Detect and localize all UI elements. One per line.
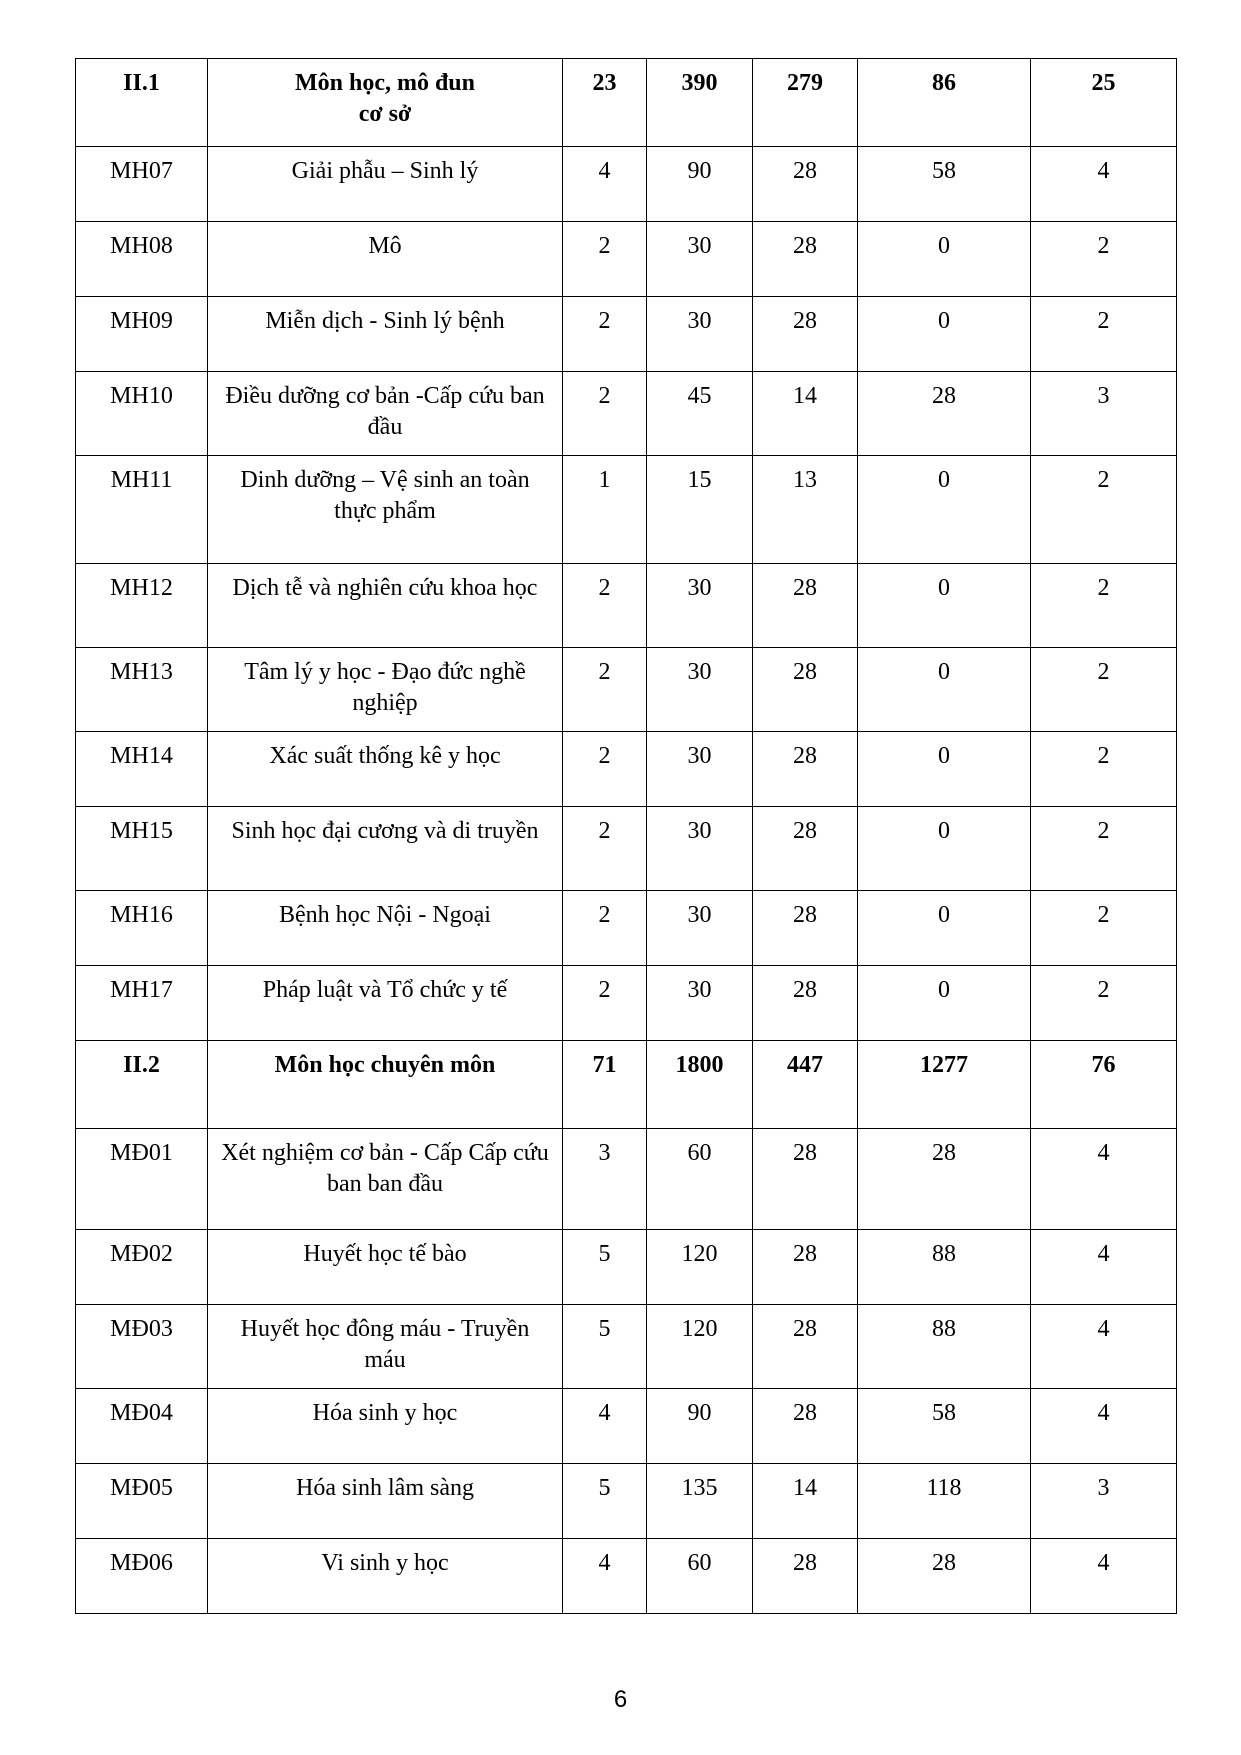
table-row: [76, 1305, 1177, 1389]
credits-cell: 2: [563, 297, 647, 372]
credits-cell: 5: [563, 1305, 647, 1389]
exam-hours-cell: 2: [1031, 222, 1177, 297]
exam-hours-cell: 2: [1031, 732, 1177, 807]
theory-hours-cell: 447: [753, 1041, 858, 1129]
subject-name-cell: Môn học, mô đun cơ sở: [208, 59, 563, 147]
table-row: [76, 1389, 1177, 1464]
theory-hours-cell: 28: [753, 807, 858, 891]
theory-hours-cell: 28: [753, 732, 858, 807]
subject-name-cell: Tâm lý y học - Đạo đức nghề nghiệp: [208, 648, 563, 732]
table-row: [76, 297, 1177, 372]
practice-hours-cell: 28: [858, 1129, 1031, 1230]
practice-hours-cell: 58: [858, 1389, 1031, 1464]
theory-hours-cell: 14: [753, 1464, 858, 1539]
code-cell: MH14: [76, 732, 208, 807]
total-hours-cell: 30: [647, 222, 753, 297]
practice-hours-cell: 0: [858, 456, 1031, 564]
credits-cell: 2: [563, 648, 647, 732]
subject-name-cell: Xét nghiệm cơ bản - Cấp Cấp cứu ban ban đầu: [208, 1129, 563, 1230]
subject-name-cell: Huyết học tế bào: [208, 1230, 563, 1305]
table-row: [76, 1129, 1177, 1230]
credits-cell: 2: [563, 732, 647, 807]
credits-cell: 5: [563, 1464, 647, 1539]
exam-hours-cell: 2: [1031, 966, 1177, 1041]
theory-hours-cell: 279: [753, 59, 858, 147]
credits-cell: 4: [563, 1539, 647, 1614]
table-row: [76, 891, 1177, 966]
credits-cell: 3: [563, 1129, 647, 1230]
exam-hours-cell: 2: [1031, 564, 1177, 648]
table-row: [76, 1464, 1177, 1539]
code-cell: MH08: [76, 222, 208, 297]
code-cell: II.1: [76, 59, 208, 147]
theory-hours-cell: 28: [753, 297, 858, 372]
code-cell: MĐ05: [76, 1464, 208, 1539]
subject-name-cell: Miễn dịch - Sinh lý bệnh: [208, 297, 563, 372]
code-cell: II.2: [76, 1041, 208, 1129]
table-body: [76, 59, 1177, 1614]
total-hours-cell: 60: [647, 1539, 753, 1614]
total-hours-cell: 90: [647, 147, 753, 222]
code-cell: MH09: [76, 297, 208, 372]
total-hours-cell: 30: [647, 648, 753, 732]
practice-hours-cell: 58: [858, 147, 1031, 222]
subject-name-cell: Bệnh học Nội - Ngoại: [208, 891, 563, 966]
section-row: [76, 1041, 1177, 1129]
table-row: [76, 966, 1177, 1041]
practice-hours-cell: 0: [858, 648, 1031, 732]
exam-hours-cell: 76: [1031, 1041, 1177, 1129]
code-cell: MĐ04: [76, 1389, 208, 1464]
credits-cell: 4: [563, 147, 647, 222]
credits-cell: 2: [563, 222, 647, 297]
practice-hours-cell: 0: [858, 966, 1031, 1041]
exam-hours-cell: 3: [1031, 1464, 1177, 1539]
credits-cell: 2: [563, 966, 647, 1041]
credits-cell: 23: [563, 59, 647, 147]
theory-hours-cell: 28: [753, 147, 858, 222]
table-row: [76, 1539, 1177, 1614]
exam-hours-cell: 25: [1031, 59, 1177, 147]
credits-cell: 71: [563, 1041, 647, 1129]
credits-cell: 2: [563, 891, 647, 966]
total-hours-cell: 120: [647, 1305, 753, 1389]
total-hours-cell: 30: [647, 966, 753, 1041]
table-row: [76, 456, 1177, 564]
theory-hours-cell: 13: [753, 456, 858, 564]
subject-name-cell: Mô: [208, 222, 563, 297]
theory-hours-cell: 28: [753, 1305, 858, 1389]
code-cell: MH13: [76, 648, 208, 732]
theory-hours-cell: 28: [753, 891, 858, 966]
total-hours-cell: 90: [647, 1389, 753, 1464]
table-row: [76, 222, 1177, 297]
subject-name-cell: Dịch tễ và nghiên cứu khoa học: [208, 564, 563, 648]
total-hours-cell: 30: [647, 807, 753, 891]
exam-hours-cell: 2: [1031, 456, 1177, 564]
subject-name-cell: Sinh học đại cương và di truyền: [208, 807, 563, 891]
theory-hours-cell: 28: [753, 1539, 858, 1614]
practice-hours-cell: 28: [858, 1539, 1031, 1614]
page-number: 6: [613, 1686, 628, 1713]
practice-hours-cell: 0: [858, 807, 1031, 891]
code-cell: MĐ06: [76, 1539, 208, 1614]
exam-hours-cell: 2: [1031, 648, 1177, 732]
practice-hours-cell: 0: [858, 564, 1031, 648]
code-cell: MĐ02: [76, 1230, 208, 1305]
subject-name-cell: Pháp luật và Tổ chức y tế: [208, 966, 563, 1041]
theory-hours-cell: 28: [753, 1129, 858, 1230]
subject-name-cell: Vi sinh y học: [208, 1539, 563, 1614]
total-hours-cell: 30: [647, 297, 753, 372]
theory-hours-cell: 28: [753, 222, 858, 297]
exam-hours-cell: 2: [1031, 807, 1177, 891]
code-cell: MH11: [76, 456, 208, 564]
practice-hours-cell: 28: [858, 372, 1031, 456]
exam-hours-cell: 4: [1031, 1389, 1177, 1464]
credits-cell: 2: [563, 372, 647, 456]
practice-hours-cell: 0: [858, 891, 1031, 966]
exam-hours-cell: 4: [1031, 1305, 1177, 1389]
exam-hours-cell: 4: [1031, 1230, 1177, 1305]
practice-hours-cell: 0: [858, 732, 1031, 807]
curriculum-table: [75, 58, 1177, 1614]
total-hours-cell: 15: [647, 456, 753, 564]
total-hours-cell: 390: [647, 59, 753, 147]
table-row: [76, 648, 1177, 732]
theory-hours-cell: 28: [753, 1389, 858, 1464]
exam-hours-cell: 2: [1031, 891, 1177, 966]
practice-hours-cell: 0: [858, 297, 1031, 372]
code-cell: MH10: [76, 372, 208, 456]
table-row: [76, 564, 1177, 648]
total-hours-cell: 135: [647, 1464, 753, 1539]
subject-name-cell: Xác suất thống kê y học: [208, 732, 563, 807]
subject-name-cell: Môn học chuyên môn: [208, 1041, 563, 1129]
practice-hours-cell: 86: [858, 59, 1031, 147]
exam-hours-cell: 4: [1031, 147, 1177, 222]
code-cell: MĐ01: [76, 1129, 208, 1230]
table-row: [76, 807, 1177, 891]
total-hours-cell: 45: [647, 372, 753, 456]
subject-name-cell: Giải phẫu – Sinh lý: [208, 147, 563, 222]
practice-hours-cell: 88: [858, 1305, 1031, 1389]
credits-cell: 4: [563, 1389, 647, 1464]
exam-hours-cell: 3: [1031, 372, 1177, 456]
theory-hours-cell: 28: [753, 648, 858, 732]
subject-name-cell: Huyết học đông máu - Truyền máu: [208, 1305, 563, 1389]
section-row: [76, 59, 1177, 147]
exam-hours-cell: 4: [1031, 1129, 1177, 1230]
practice-hours-cell: 118: [858, 1464, 1031, 1539]
credits-cell: 5: [563, 1230, 647, 1305]
credits-cell: 2: [563, 807, 647, 891]
exam-hours-cell: 4: [1031, 1539, 1177, 1614]
total-hours-cell: 30: [647, 732, 753, 807]
code-cell: MĐ03: [76, 1305, 208, 1389]
subject-name-cell: Hóa sinh lâm sàng: [208, 1464, 563, 1539]
subject-name-cell: Hóa sinh y học: [208, 1389, 563, 1464]
practice-hours-cell: 0: [858, 222, 1031, 297]
subject-name-cell: Dinh dưỡng – Vệ sinh an toàn thực phẩm: [208, 456, 563, 564]
theory-hours-cell: 28: [753, 1230, 858, 1305]
total-hours-cell: 1800: [647, 1041, 753, 1129]
code-cell: MH15: [76, 807, 208, 891]
credits-cell: 2: [563, 564, 647, 648]
total-hours-cell: 30: [647, 891, 753, 966]
table-row: [76, 732, 1177, 807]
code-cell: MH07: [76, 147, 208, 222]
exam-hours-cell: 2: [1031, 297, 1177, 372]
subject-name-cell: Điều dưỡng cơ bản -Cấp cứu ban đầu: [208, 372, 563, 456]
code-cell: MH17: [76, 966, 208, 1041]
practice-hours-cell: 88: [858, 1230, 1031, 1305]
code-cell: MH16: [76, 891, 208, 966]
credits-cell: 1: [563, 456, 647, 564]
table-row: [76, 147, 1177, 222]
code-cell: MH12: [76, 564, 208, 648]
total-hours-cell: 120: [647, 1230, 753, 1305]
table-row: [76, 1230, 1177, 1305]
practice-hours-cell: 1277: [858, 1041, 1031, 1129]
theory-hours-cell: 14: [753, 372, 858, 456]
total-hours-cell: 60: [647, 1129, 753, 1230]
total-hours-cell: 30: [647, 564, 753, 648]
theory-hours-cell: 28: [753, 564, 858, 648]
theory-hours-cell: 28: [753, 966, 858, 1041]
table-row: [76, 372, 1177, 456]
